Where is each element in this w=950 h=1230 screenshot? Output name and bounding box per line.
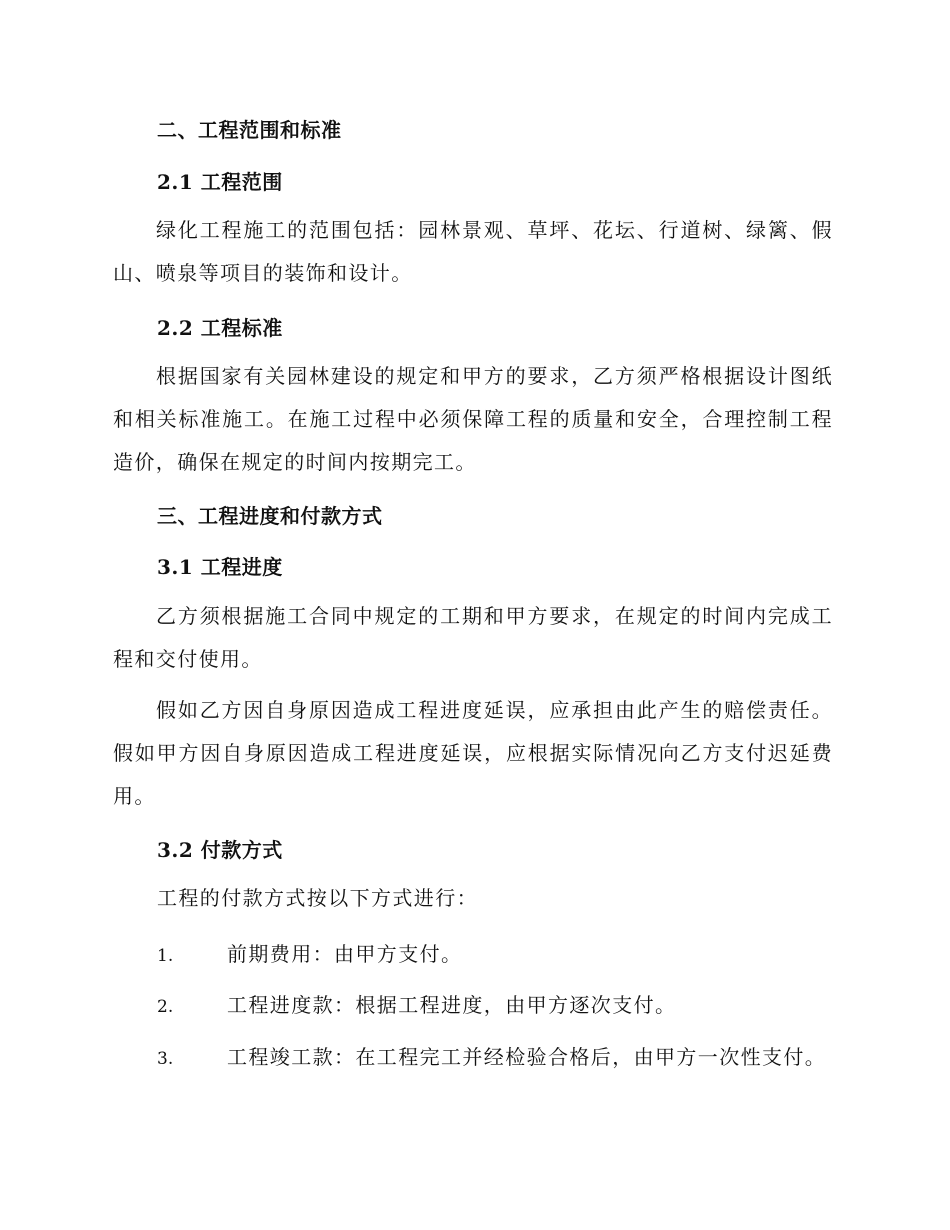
paragraph-schedule-1: 乙方须根据施工合同中规定的工期和甲方要求，在规定的时间内完成工程和交付使用。 (113, 604, 833, 671)
list-text: 工程竣工款：在工程完工并经检验合格后，由甲方一次性支付。 (227, 1045, 827, 1069)
list-item (157, 938, 462, 967)
list-text: 工程进度款：根据工程进度，由甲方逐次支付。 (227, 993, 677, 1017)
section-heading-scope: 二、工程范围和标准 (157, 118, 342, 142)
section-heading-schedule: 三、工程进度和付款方式 (157, 504, 383, 528)
list-number: 1. (157, 946, 174, 966)
paragraph-payment-intro: 工程的付款方式按以下方式进行： (157, 886, 478, 910)
list-item (157, 989, 676, 1018)
subheading-payment: 3.2 付款方式 (157, 838, 283, 862)
paragraph-schedule-2: 假如乙方因自身原因造成工程进度延误，应承担由此产生的赔偿责任。假如甲方因自身原因造成工程进度延误，应根据实际情况向乙方支付迟延费用。 (113, 698, 833, 808)
list-number: 3. (157, 1049, 174, 1069)
list-text: 前期费用：由甲方支付。 (227, 942, 463, 966)
list-item (157, 1041, 826, 1070)
subheading-standard: 2.2 工程标准 (157, 316, 283, 340)
subheading-schedule: 3.1 工程进度 (157, 555, 283, 579)
subheading-scope: 2.1 工程范围 (157, 170, 283, 194)
list-number: 2. (157, 997, 174, 1017)
paragraph-standard: 根据国家有关园林建设的规定和甲方的要求，乙方须严格根据设计图纸和相关标准施工。在施工过程中必须保障工程的质量和安全，合理控制工程造价，确保在规定的时间内按期完工。 (113, 364, 833, 474)
paragraph-scope: 绿化工程施工的范围包括：园林景观、草坪、花坛、行道树、绿篱、假山、喷泉等项目的装饰和设计。 (113, 218, 833, 285)
